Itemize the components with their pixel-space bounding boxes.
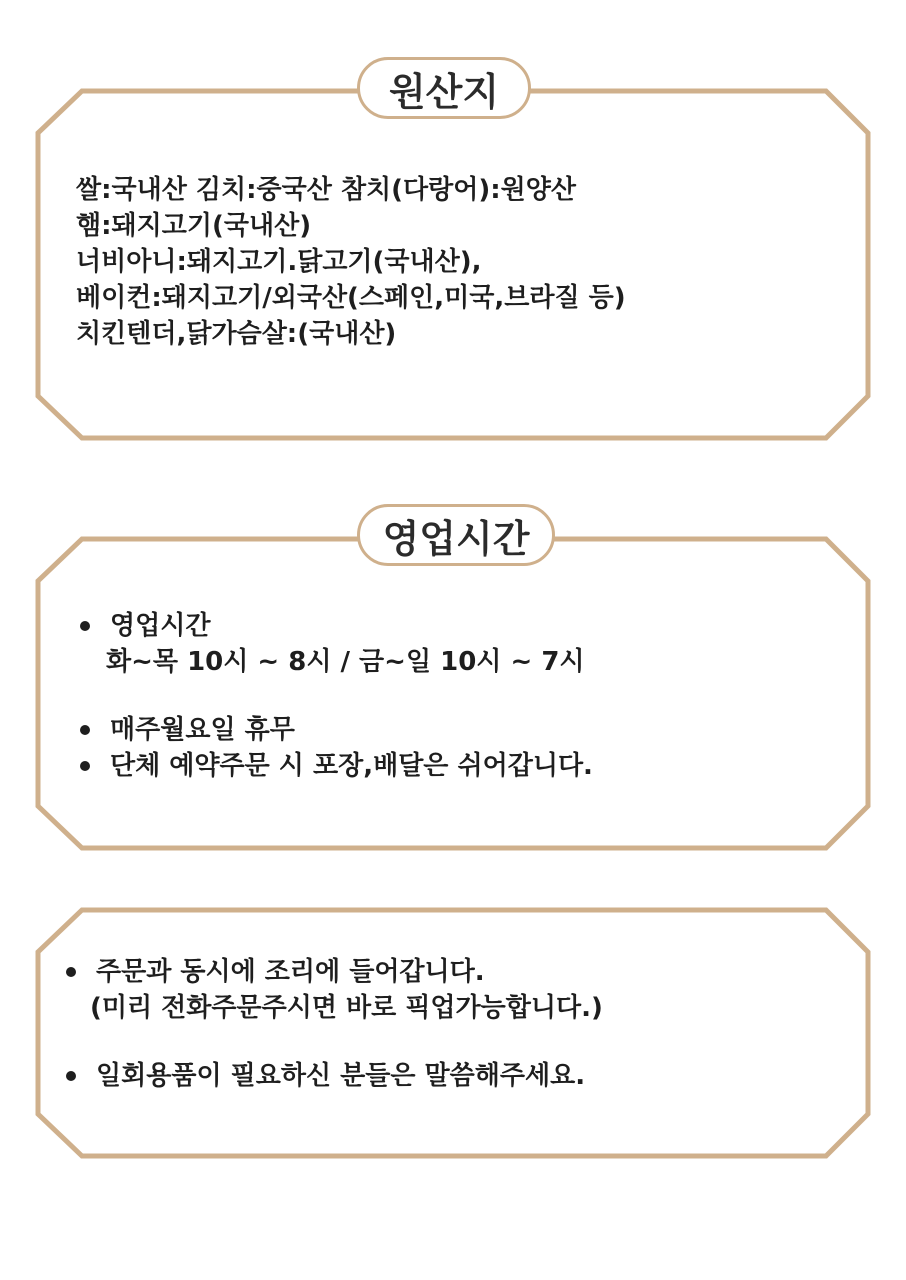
bullet-dot xyxy=(80,725,90,735)
origin-panel xyxy=(0,0,906,450)
notice-panel xyxy=(0,870,906,1170)
bullet-dot xyxy=(66,1071,76,1081)
hours-list xyxy=(80,608,593,784)
origin-line-chicken: 치킨텐더,닭가슴살:(국내산) xyxy=(76,319,397,349)
hours-bullet-hours xyxy=(80,608,593,644)
bullet-dot xyxy=(80,761,90,771)
origin-list xyxy=(76,172,626,352)
notice-pickup-text: (미리 전화주문주시면 바로 픽업가능합니다.) xyxy=(90,993,603,1023)
notice-bullet-cooking xyxy=(66,954,603,990)
origin-line-bacon: 베이컨:돼지고기/외국산(스페인,미국,브라질 등) xyxy=(76,283,626,313)
origin-title: 원산지 xyxy=(357,57,531,119)
notice-disposables-text: 일회용품이 필요하신 분들은 말씀해주세요. xyxy=(96,1061,586,1091)
hours-bullet-closed xyxy=(80,712,593,748)
spacer xyxy=(80,680,593,712)
origin-line-neobiani: 너비아니:돼지고기.닭고기(국내산), xyxy=(76,247,482,277)
hours-bullet-group xyxy=(80,748,593,784)
hours-group-text: 단체 예약주문 시 포장,배달은 쉬어갑니다. xyxy=(110,751,593,781)
origin-line-rice: 쌀:국내산 김치:중국산 참치(다랑어):원양산 xyxy=(76,175,577,205)
bullet-dot xyxy=(80,621,90,631)
hours-bullet-hours-label: 영업시간 xyxy=(110,611,211,641)
hours-closed-text: 매주월요일 휴무 xyxy=(110,715,295,745)
notice-bullet-disposables xyxy=(66,1058,603,1094)
hours-schedule: 화~목 10시 ~ 8시 / 금~일 10시 ~ 7시 xyxy=(106,647,585,677)
hours-panel xyxy=(0,450,906,870)
bullet-dot xyxy=(66,967,76,977)
hours-title: 영업시간 xyxy=(357,504,555,566)
origin-line-ham: 햄:돼지고기(국내산) xyxy=(76,211,312,241)
notice-list xyxy=(66,954,603,1094)
spacer xyxy=(66,1026,603,1058)
notice-cooking-text: 주문과 동시에 조리에 들어갑니다. xyxy=(96,957,485,987)
